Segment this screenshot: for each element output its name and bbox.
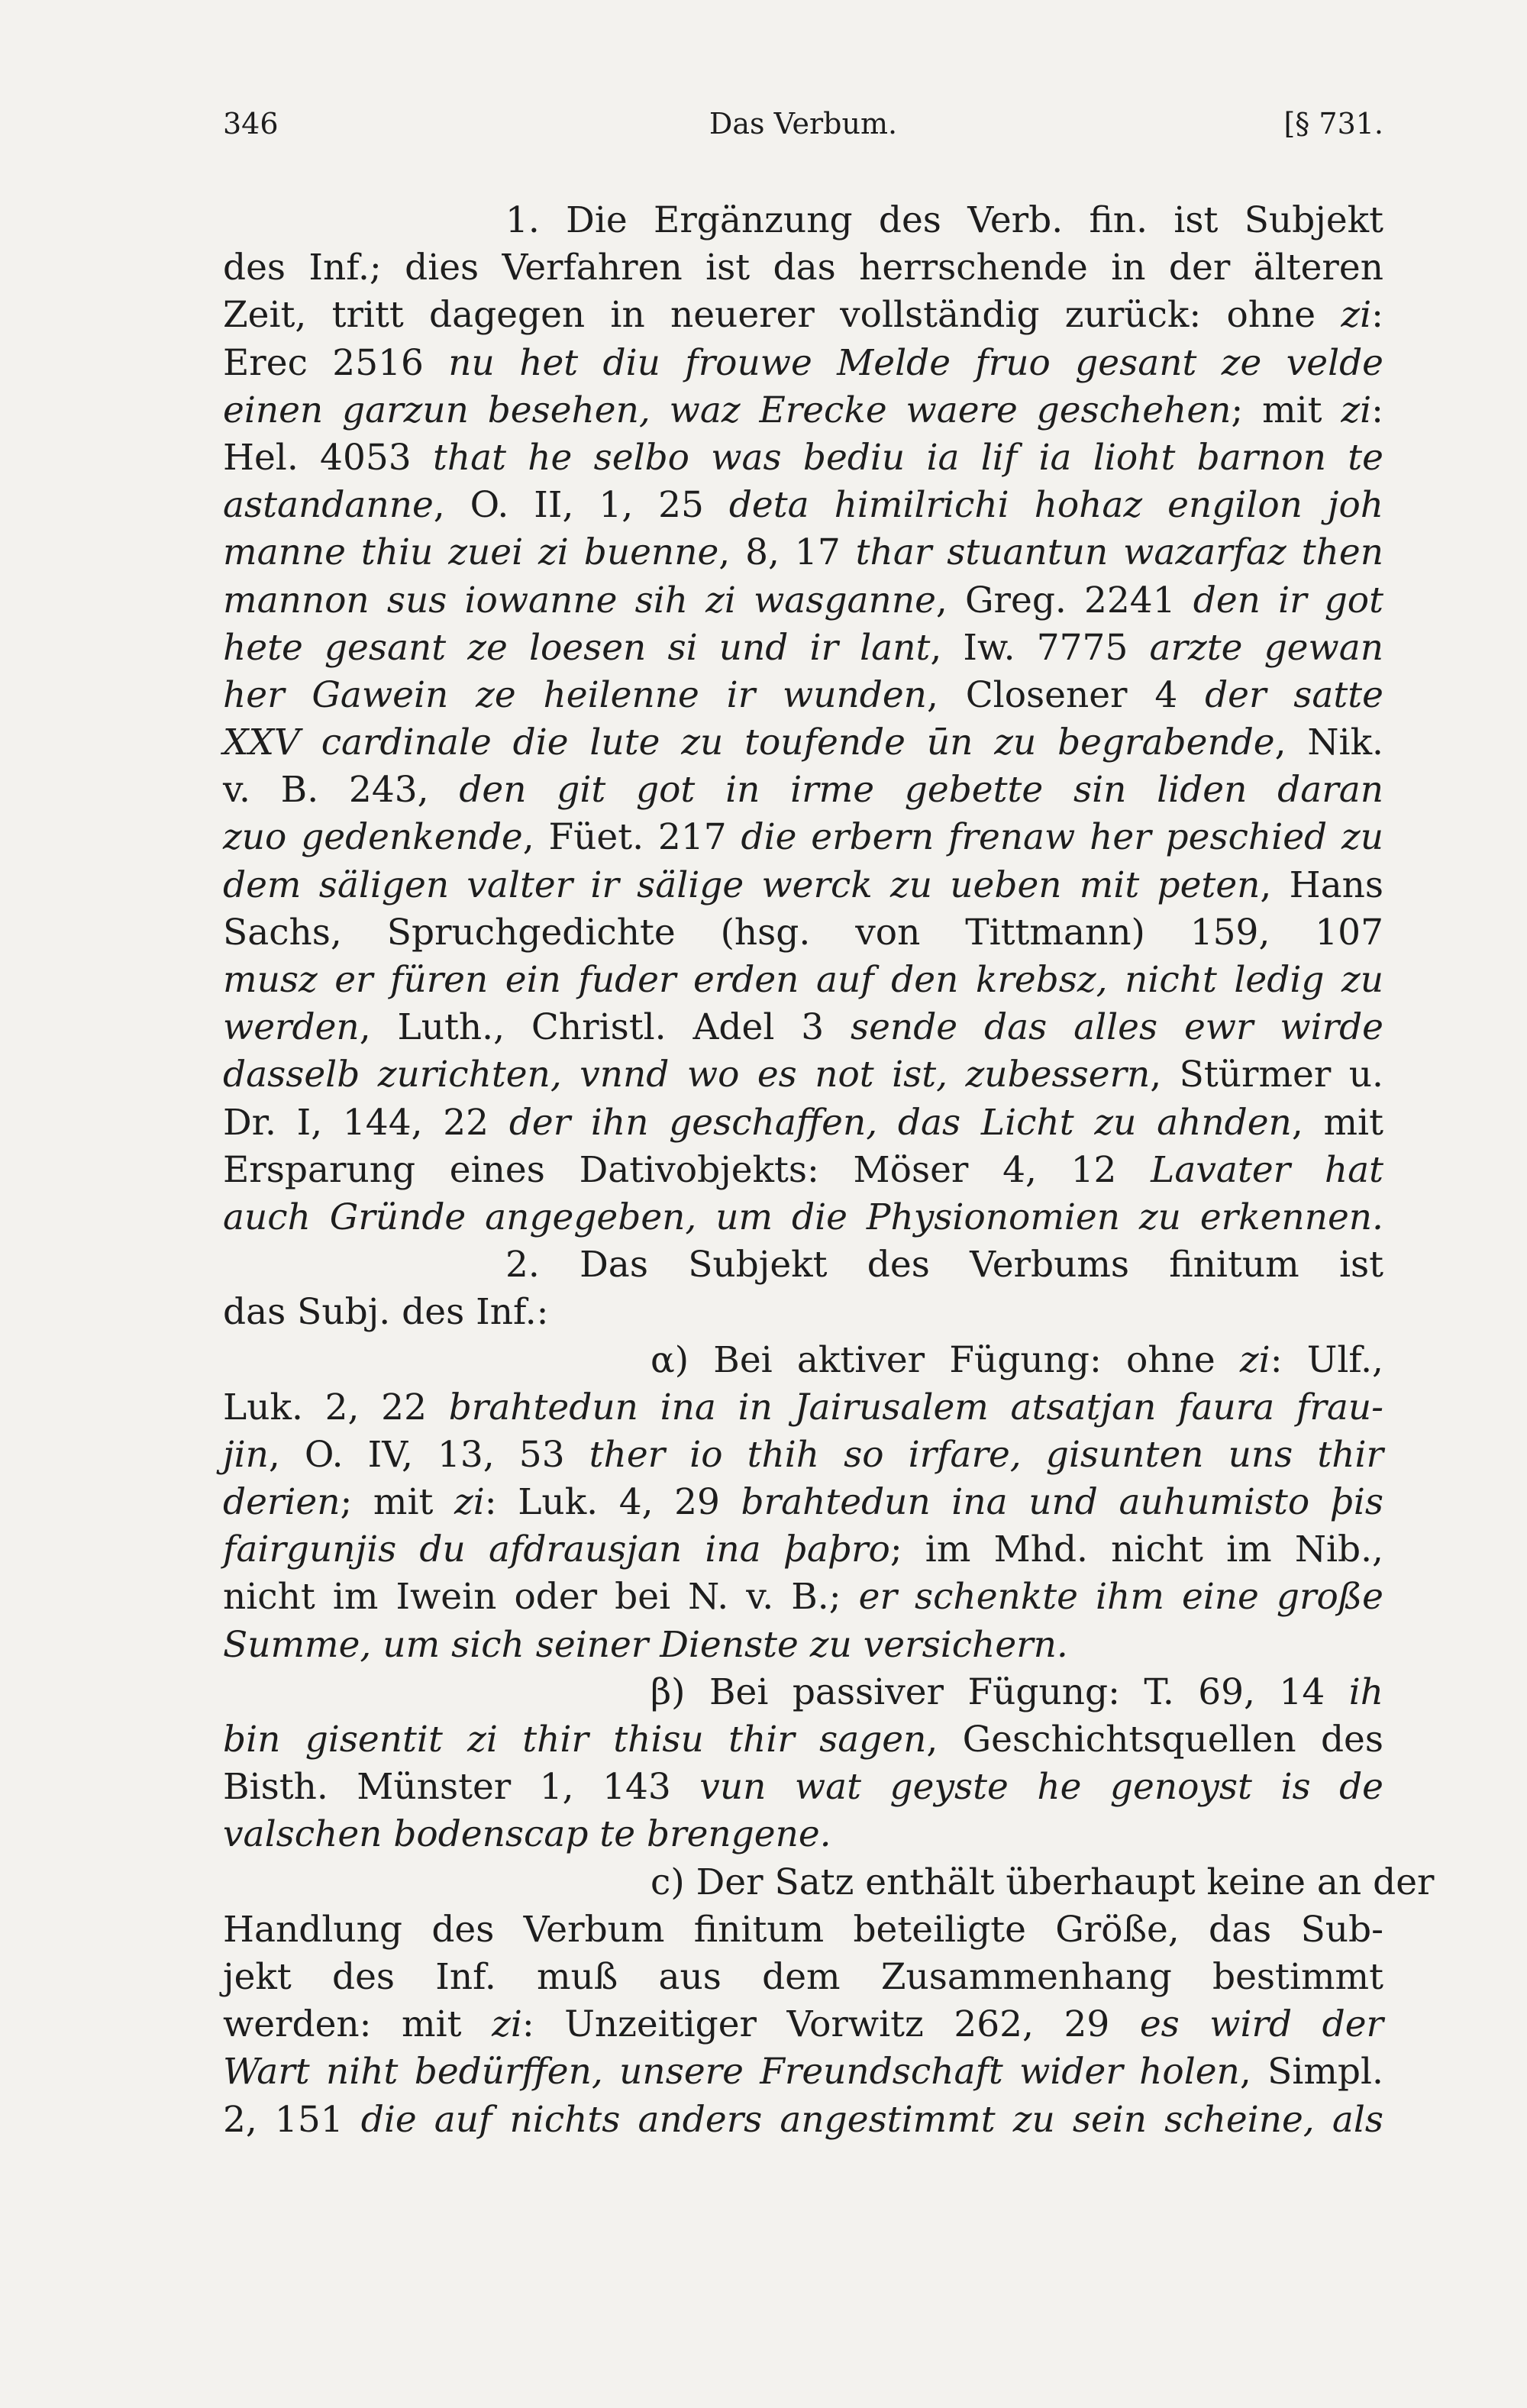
text-line: manne thiu zuei zi buenne, 8, 17 thar stuantun wazarfaz then [223, 531, 1383, 574]
text-line: Dr. I, 144, 22 der ihn geschaffen, das Licht zu ahnden, mit [223, 1101, 1383, 1144]
text-line: valschen bodenscap te brengene. [223, 1813, 831, 1856]
text-line: nicht im Iwein oder bei N. v. B.; er schenkte ihm eine große [223, 1576, 1383, 1619]
text-line: derien; mit zi: Luk. 4, 29 brahtedun ina und auhumisto þis [223, 1481, 1383, 1524]
text-line: auch Gründe angegeben, um die Physionomien zu erkennen. [223, 1196, 1383, 1238]
text-line: Bisth. Münster 1, 143 vun wat geyste he genoyst is de [223, 1766, 1383, 1809]
text-line: dem säligen valter ir sälige werck zu ueben mit peten, Hans [223, 863, 1383, 906]
text-line: Summe, um sich seiner Dienste zu versichern. [223, 1623, 1068, 1666]
text-line: einen garzun besehen, waz Erecke waere geschehen; mit zi: [223, 389, 1384, 431]
text-line: XXV cardinale die lute zu toufende ūn zu begrabende, Nik. [223, 721, 1383, 764]
text-line: musz er füren ein fuder erden auf den krebsz, nicht ledig zu [223, 959, 1383, 1001]
text-line: α) Bei aktiver Fügung: ohne zi: Ulf., [651, 1338, 1383, 1381]
running-title: Das Verbum. [709, 107, 898, 140]
text-line: Handlung des Verbum finitum beteiligte Größe, das Sub- [223, 1908, 1383, 1951]
text-line: 2. Das Subjekt des Verbums finitum ist [505, 1244, 1383, 1286]
page-header [223, 107, 1383, 153]
text-line: das Subj. des Inf.: [223, 1291, 549, 1334]
text-line: Wart niht bedürffen, unsere Freundschaft wider holen, Simpl. [223, 2051, 1383, 2093]
text-line: 2, 151 die auf nichts anders angestimmt zu sein scheine, als [223, 2098, 1383, 2141]
text-line: astandanne, O. II, 1, 25 deta himilrichi hohaz engilon joh [223, 484, 1384, 527]
text-line: Hel. 4053 that he selbo was bediu ia lif ia lioht barnon te [223, 436, 1383, 479]
text-line: β) Bei passiver Fügung: T. 69, 14 ih [651, 1670, 1383, 1713]
body-text [223, 197, 1435, 2144]
text-line: mannon sus iowanne sih zi wasganne, Greg. 2241 den ir got [223, 579, 1383, 621]
text-line: Sachs, Spruchgedichte (hsg. von Tittmann) 159, 107 [223, 911, 1383, 954]
text-line: Luk. 2, 22 brahtedun ina in Jairusalem atsatjan faura frau- [223, 1386, 1383, 1428]
text-line: jin, O. IV, 13, 53 ther io thih so irfare, gisunten uns thir [223, 1433, 1383, 1476]
text-line: fairgunjis du afdrausjan ina þaþro; im Mhd. nicht im Nib., [223, 1528, 1383, 1571]
text-line: zuo gedenkende, Füet. 217 die erbern frenaw her peschied zu [223, 816, 1383, 859]
text-line: werden, Luth., Christl. Adel 3 sende das alles ewr wirde [223, 1006, 1383, 1049]
text-line: her Gawein ze heilenne ir wunden, Closener 4 der satte [223, 673, 1383, 716]
page-number: 346 [223, 107, 279, 140]
text-line: jekt des Inf. muß aus dem Zusammenhang bestimmt [223, 1955, 1383, 1998]
text-line: werden: mit zi: Unzeitiger Vorwitz 262, 29 es wird der [223, 2003, 1384, 2046]
text-line: des Inf.; dies Verfahren ist das herrschende in der älteren [223, 247, 1383, 289]
text-line: Zeit, tritt dagegen in neuerer vollständig zurück: ohne zi: [223, 294, 1383, 337]
text-line: dasselb zurichten, vnnd wo es not ist, zubessern, Stürmer u. [223, 1054, 1383, 1096]
text-line: 1. Die Ergänzung des Verb. fin. ist Subjekt [505, 199, 1383, 241]
text-line: bin gisentit zi thir thisu thir sagen, Geschichtsquellen des [223, 1719, 1383, 1761]
text-line: c) Der Satz enthält überhaupt keine an der [651, 1861, 1435, 1903]
section-number: [§ 731. [1283, 107, 1383, 140]
text-line: v. B. 243, den git got in irme gebette sin liden daran [223, 769, 1383, 812]
text-line: Ersparung eines Dativobjekts: Möser 4, 12 Lavater hat [223, 1148, 1384, 1191]
text-line: hete gesant ze loesen si und ir lant, Iw. 7775 arzte gewan [223, 626, 1383, 669]
text-line: Erec 2516 nu het diu frouwe Melde fruo gesant ze velde [223, 341, 1383, 384]
